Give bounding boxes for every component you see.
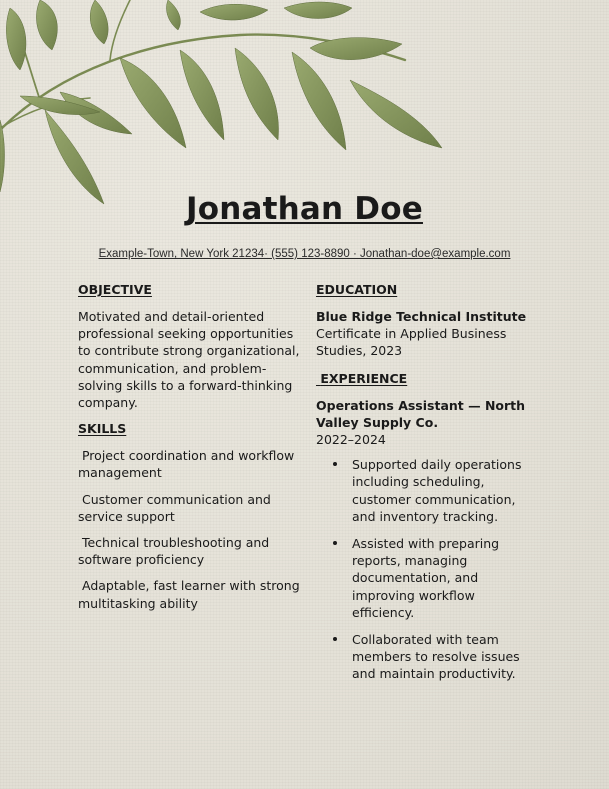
education-degree: Certificate in Applied Business Studies, 2023 <box>316 326 507 359</box>
bullet-icon <box>333 462 337 466</box>
education-school: Blue Ridge Technical Institute <box>316 309 527 324</box>
job-dates: 2022–2024 <box>316 432 386 448</box>
experience-bullet: Assisted with preparing reports, managing documentation, and improving workflow efficiency. <box>316 535 538 621</box>
education-heading: EDUCATION <box>316 282 398 297</box>
bullet-icon <box>333 541 337 545</box>
experience-bullet: Collaborated with team members to resolve issues and maintain productivity. <box>316 631 538 683</box>
objective-heading: OBJECTIVE <box>78 282 152 297</box>
skill-item: Project coordination and workflow management <box>78 448 295 481</box>
skills-heading: SKILLS <box>78 421 127 437</box>
contact-info-line[interactable]: Example-Town, New York 21234· (555) 123-8890 · Jonathan-doe@example.com <box>98 248 511 260</box>
bullet-icon <box>333 637 337 641</box>
left-column <box>78 281 306 612</box>
skill-item: Adaptable, fast learner with strong multitasking ability <box>78 578 300 611</box>
leaves-group <box>0 0 442 204</box>
experience-heading: EXPERIENCE <box>320 370 408 386</box>
candidate-name: Jonathan Doe <box>186 191 423 227</box>
skill-item: Customer communication and service support <box>78 491 271 524</box>
leaf-branch-decoration <box>0 0 460 210</box>
experience-bullet: Supported daily operations including scheduling, customer communication, and inventory tracking. <box>316 456 538 525</box>
job-title: Operations Assistant — North Valley Supply Co. <box>316 397 526 430</box>
objective-text: Motivated and detail-oriented professional seeking opportunities to contribute strong organizational, communication, and problem-solving skills to a forward-thinking company. <box>78 309 300 411</box>
experience-bullets <box>316 456 538 682</box>
skill-item: Technical troubleshooting and software proficiency <box>78 535 270 568</box>
right-column <box>316 281 538 693</box>
